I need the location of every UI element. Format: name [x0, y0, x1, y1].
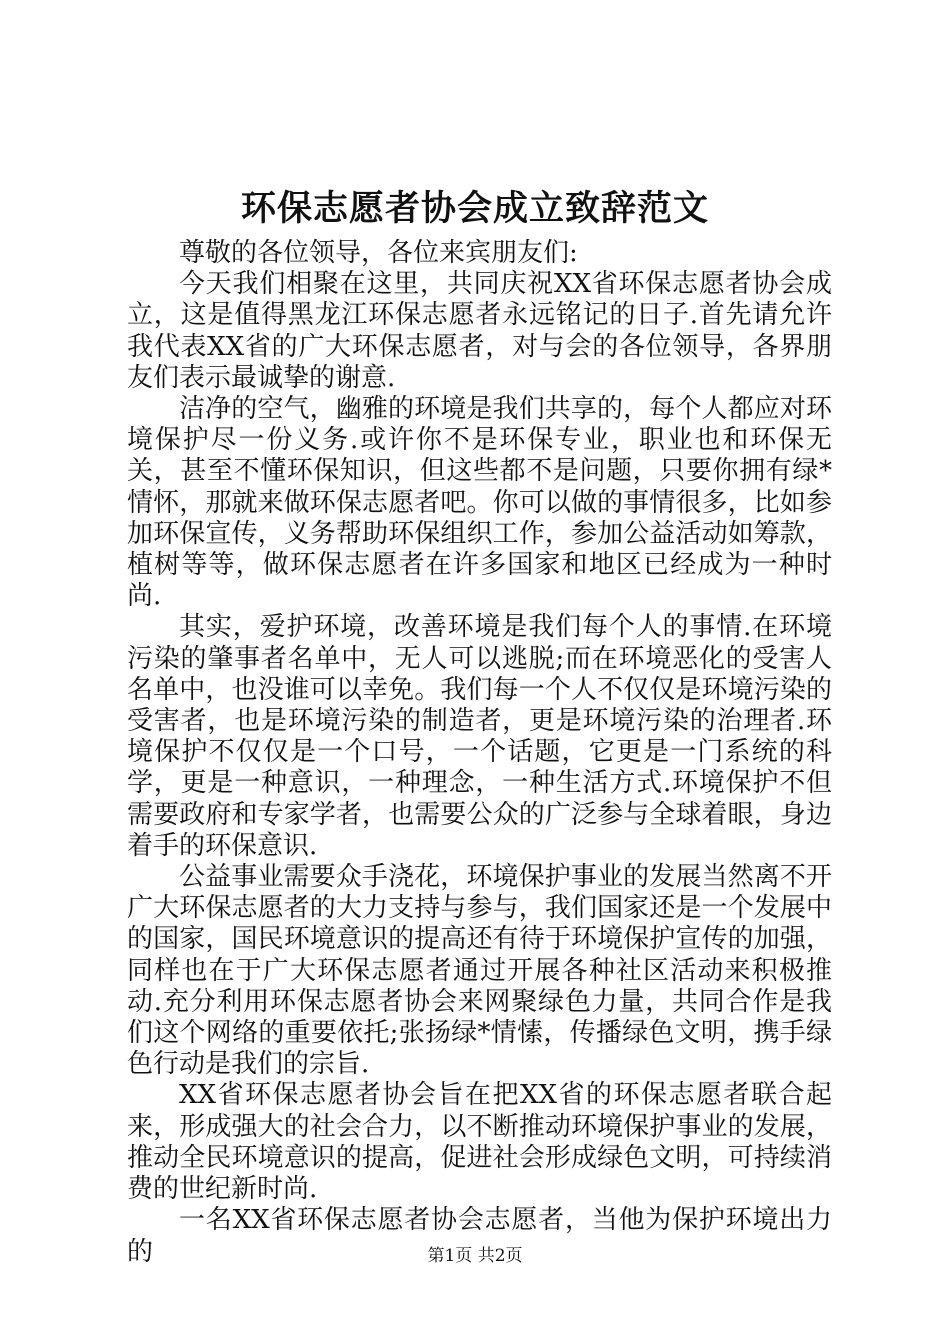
page-number: 第1页 共2页 — [427, 1246, 523, 1266]
paragraph-salutation: 尊敬的各位领导，各位来宾朋友们: — [179, 238, 578, 268]
paragraph-responsibility: 其实，爱护环境，改善环境是我们每个人的事情.在环境污染的肇事者名单中，无人可以逃脱;而在环境恶化的受害人名单中，也没谁可以幸免。我们每一个人不仅仅是环境污染的受害者，也是环境污染的制造者，更是环境污染的治理者.环境保护不仅仅是一个口号，一个话题，它更是一门系统的科学，更是一种意识，一种理念，一种生活方式.环境保护不但需要政府和专家学者，也需要公众的广泛参与全球着眼，身边着手的环保意识. — [127, 612, 832, 861]
document-body — [127, 238, 832, 1268]
paragraph-association-aim: XX省环保志愿者协会旨在把XX省的环保志愿者联合起来，形成强大的社会合力，以不断推动环境保护事业的发展，推动全民环境意识的提高，促进社会形成绿色文明，可持续消费的世纪新时尚. — [127, 1080, 832, 1205]
page-footer — [0, 1244, 950, 1268]
paragraph-opening: 今天我们相聚在这里，共同庆祝XX省环保志愿者协会成立，这是值得黑龙江环保志愿者永远铭记的日子.首先请允许我代表XX省的广大环保志愿者，对与会的各位领导，各界朋友们表示最诚挚的谢意. — [127, 269, 832, 393]
document-title: 环保志愿者协会成立致辞范文 — [240, 189, 709, 229]
paragraph-clean-air: 洁净的空气，幽雅的环境是我们共享的，每个人都应对环境保护尽一份义务.或许你不是环保专业，职业也和环保无关，甚至不懂环保知识，但这些都不是问题，只要你拥有绿*情怀，那就来做环保志愿者吧。你可以做的事情很多，比如参加环保宣传，义务帮助环保组织工作，参加公益活动如筹款，植树等等，做环保志愿者在许多国家和地区已经成为一种时尚. — [127, 394, 832, 612]
paragraph-volunteer: 一名XX省环保志愿者协会志愿者，当他为保护环境出力的 — [127, 1205, 832, 1267]
paragraph-public-welfare: 公益事业需要众手浇花，环境保护事业的发展当然离不开广大环保志愿者的大力支持与参与，我们国家还是一个发展中的国家，国民环境意识的提高还有待于环境保护宣传的加强，同样也在于广大环保志愿者通过开展各种社区活动来积极推动.充分利用环保志愿者协会来网聚绿色力量，共同合作是我们这个网络的重要依托;张扬绿*情愫，传播绿色文明，携手绿色行动是我们的宗旨. — [127, 862, 832, 1080]
